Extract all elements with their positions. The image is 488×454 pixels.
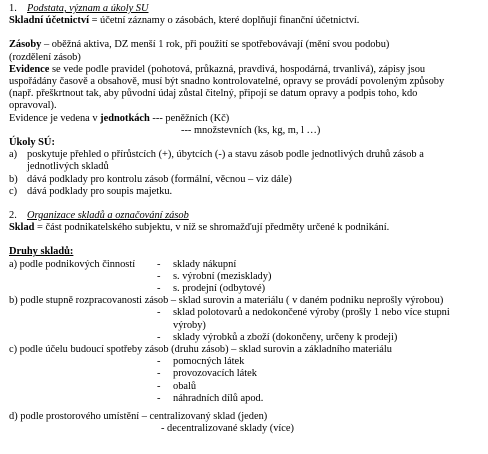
druhy-b-row-3: výroby) xyxy=(173,319,206,331)
section-2-heading xyxy=(9,210,481,222)
definition-sklad: Sklad = část podnikatelského subjektu, v níž se shromažďují předměty určené k podnikání. xyxy=(9,222,390,234)
term-jednotkach: jednotkách xyxy=(100,112,150,124)
section-1-title: Podstata, význam a úkoly SU xyxy=(27,3,149,14)
druhy-c-row-5: - náhradních dílů apod. xyxy=(157,392,264,404)
druhy-c-row-3: - provozovacích látek xyxy=(157,368,257,380)
zasoby-line-2: (rozdělení zásob) xyxy=(9,51,81,63)
druhy-d-line-1: d) podle prostorového umístění – centralizovaný sklad (jeden) xyxy=(9,410,268,422)
druhy-c-row-2: - pomocných látek xyxy=(157,356,245,368)
ukoly-item-a: a) poskytuje přehled o přírůstcích (+), úbytcích (-) a stavu zásob podle jednotlivých druhů zásob a jednotlivých skladů xyxy=(9,149,424,173)
ukoly-title: Úkoly SÚ: xyxy=(9,137,55,149)
zasoby-line-1: Zásoby – oběžná aktiva, DZ menší 1 rok, při použití se spotřebovávají (mění svou podobu) xyxy=(9,39,390,51)
evidence-units-line: Evidence je vedena v jednotkách --- peněžních (Kč) xyxy=(9,112,230,124)
term-evidence: Evidence xyxy=(9,63,50,75)
section-2-title: Organizace skladů a označování zásob xyxy=(27,210,189,222)
druhy-b-row-2: - sklad polotovarů a nedokončené výroby (prošly 1 nebo více stupni xyxy=(157,307,450,319)
evidence-units-qty-row xyxy=(9,125,481,137)
term-zasoby: Zásoby xyxy=(9,39,42,51)
druhy-a-row-2: - s. výrobní (mezisklady) xyxy=(157,270,272,282)
druhy-c-row-4: - obalů xyxy=(157,380,197,392)
definition-skladni-ucetnictvi xyxy=(9,15,481,27)
ukoly-item-c: c) dává podklady pro soupis majetku. xyxy=(9,185,173,197)
evidence-units-qty: --- množstevních (ks, kg, m, l …) xyxy=(181,124,321,136)
druhy-b-row-4: - sklady výrobků a zboží (dokončeny, určeny k prodeji) xyxy=(157,331,398,343)
druhy-d-row-2: - decentralizované sklady (více) xyxy=(161,423,294,435)
evidence-line-1: Evidence se vede podle pravidel (pohotová, průkazná, pravdivá, hospodárná, trvanlivá), zápisy jsou xyxy=(9,63,426,75)
evidence-line-4: opravoval). xyxy=(9,100,57,112)
term-sklad: Sklad xyxy=(9,222,35,234)
section-2-number: 2. xyxy=(9,210,17,222)
section-1-number: 1. xyxy=(9,3,17,14)
definition-text: = účetní záznamy o zásobách, které doplňují finanční účetnictví. xyxy=(88,15,360,27)
evidence-line-2: uspořádány časově a obsahově, musí být snadno kontrolovatelné, opravy se provádí povoleným způsoby xyxy=(9,76,445,88)
ukoly-item-b: b) dává podklady pro kontrolu zásob (formální, věcnou – viz dále) xyxy=(9,173,292,185)
evidence-line-3: (např. přeškrtnout tak, aby původní údaj zůstal čitelný, připojí se datum opravy a podpis toho, kdo xyxy=(9,88,418,100)
section-1-heading xyxy=(9,3,481,15)
druhy-a-row-3: - s. prodejní (odbytové) xyxy=(157,283,266,295)
druhy-title: Druhy skladů: xyxy=(9,246,74,258)
druhy-b-line-1: b) podle stupně rozpracovanosti zásob – sklad surovin a materiálu ( v daném podniku neprošly výrobou) xyxy=(9,295,444,307)
druhy-c-line-1: c) podle účelu budoucí spotřeby zásob (druhu zásob) – sklad surovin a základního materiálu xyxy=(9,343,392,355)
document-page xyxy=(9,3,481,435)
term-skladni-ucetnictvi: Skladní účetnictví xyxy=(9,15,89,27)
druhy-a-row-1: a) podle podnikových činností - sklady nákupní xyxy=(9,258,237,270)
